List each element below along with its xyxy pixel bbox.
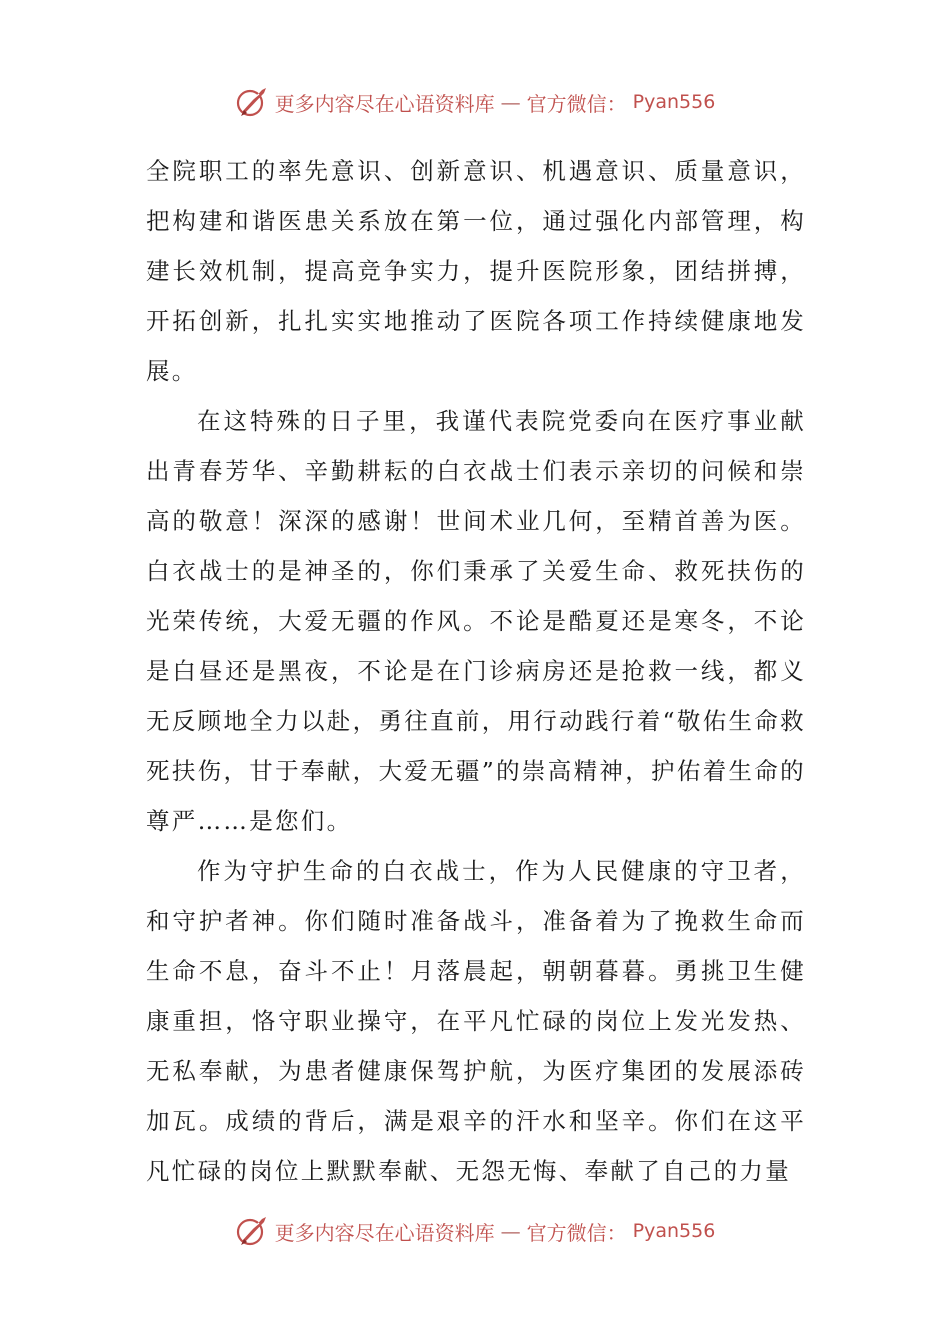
footer-banner xyxy=(0,1211,950,1251)
banner-separator: — xyxy=(500,90,521,114)
banner-brand-text: 更多内容尽在心语资料库 xyxy=(274,91,495,116)
banner-brand-text: 更多内容尽在心语资料库 xyxy=(274,1220,495,1245)
banner-wechat-label: 官方微信： xyxy=(526,91,627,116)
banner-wechat-id: Pyan556 xyxy=(632,91,716,113)
paragraph: 作为守护生命的白衣战士，作为人民健康的守卫者，和守护者神。你们随时准备战斗，准备着为了挽救生命而生命不息，奋斗不止！月落晨起，朝朝暮暮。勇挑卫生健康重担，恪守职业操守，在平凡忙碌的岗位上发光发热、无私奉献，为患者健康保驾护航，为医疗集团的发展添砖加瓦。成绩的背后，满是艰辛的汗水和坚辛。你们在这平凡忙碌的岗位上默默奉献、无怨无悔、奉献了自己的力量 xyxy=(146,857,806,1185)
header-banner xyxy=(0,82,950,122)
banner-wechat-label: 官方微信： xyxy=(526,1220,627,1245)
quill-pen-icon xyxy=(235,85,269,119)
document-body xyxy=(146,146,806,1196)
banner-wechat-id: Pyan556 xyxy=(632,1220,716,1242)
paragraph: 在这特殊的日子里，我谨代表院党委向在医疗事业献出青春芳华、辛勤耕耘的白衣战士们表示亲切的问候和崇高的敬意！深深的感谢！世间术业几何，至精首善为医。白衣战士的是神圣的，你们秉承了关爱生命、救死扶伤的光荣传统，大爱无疆的作风。不论是酷夏还是寒冬，不论是白昼还是黑夜，不论是在门诊病房还是抢救一线，都义无反顾地全力以赴，勇往直前，用行动践行着“敬佑生命救死扶伤，甘于奉献，大爱无疆”的崇高精神，护佑着生命的尊严……是您们。 xyxy=(146,407,806,835)
banner-separator: — xyxy=(500,1219,521,1243)
paragraph: 全院职工的率先意识、创新意识、机遇意识、质量意识，把构建和谐医患关系放在第一位，通过强化内部管理，构建长效机制，提高竞争实力，提升医院形象，团结拼搏，开拓创新，扎扎实实地推动了医院各项工作持续健康地发展。 xyxy=(146,157,806,385)
quill-pen-icon xyxy=(235,1214,269,1248)
